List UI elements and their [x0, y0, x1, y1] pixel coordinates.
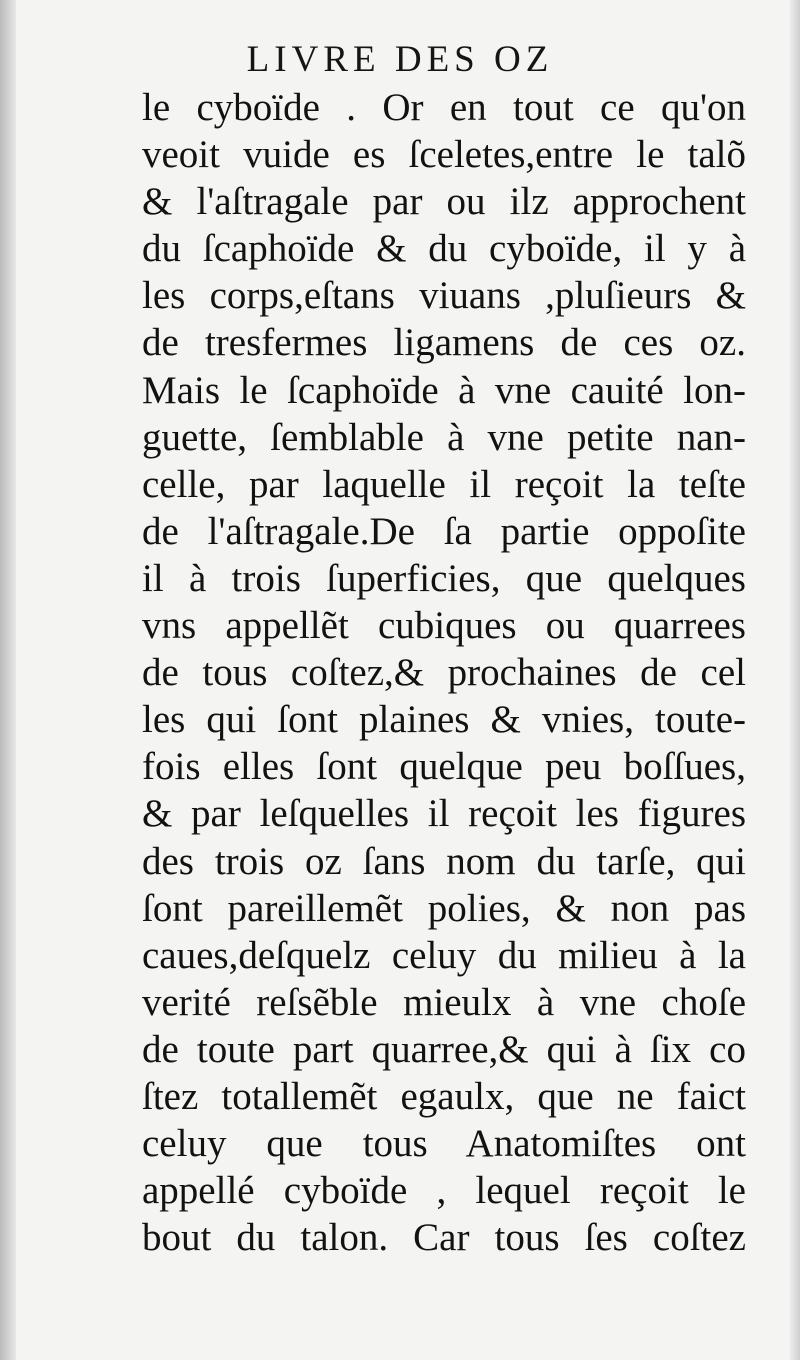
text-line: des trois oz ſans nom du tarſe, qui — [142, 839, 746, 883]
page-edge — [790, 0, 800, 1360]
text-line: de toute part quarree,& qui à ſix co — [142, 1027, 746, 1071]
text-line: appellé cyboïde , lequel reçoit le — [142, 1169, 746, 1213]
text-line: du ſcaphoïde & du cyboïde, il y à — [142, 227, 746, 271]
text-line: vns appellẽt cubiques ou quarrees — [142, 604, 746, 648]
text-line: le cyboïde . Or en tout ce qu'on — [142, 86, 746, 129]
text-line: & par leſquelles il reçoit les figures — [142, 792, 746, 836]
running-head: LIVRE DES OZ — [246, 39, 554, 80]
text-line: de l'aſtragale.De ſa partie oppoſite — [142, 509, 746, 553]
text-line: bout du talon. Car tous ſes coſtez — [142, 1216, 746, 1260]
text-line: veoit vuide es ſceletes,entre le talõ — [142, 133, 746, 177]
text-line: caues,deſquelz celuy du milieu à la — [142, 933, 746, 977]
text-line: ſtez totallemẽt egaulx, que ne faict — [142, 1074, 746, 1118]
body-text — [142, 84, 746, 1261]
text-line: fois elles ſont quelque peu boſſues, — [142, 745, 746, 789]
text-line: de tous coſtez,& prochaines de cel — [142, 651, 746, 695]
text-line: les qui ſont plaines & vnies, toute- — [142, 698, 746, 742]
text-line: les corps,eſtans viuans ,pluſieurs & — [142, 274, 746, 318]
text-line: celle, par laquelle il reçoit la teſte — [142, 462, 746, 506]
text-line: celuy que tous Anatomiſtes ont — [142, 1122, 746, 1166]
text-line: il à trois ſuperficies, que quelques — [142, 556, 746, 600]
text-line: ſont pareillemẽt polies, & non pas — [142, 886, 746, 930]
gutter-shadow — [0, 0, 16, 1360]
text-line: & l'aſtragale par ou ilz approchent — [142, 180, 746, 224]
text-line: guette, ſemblable à vne petite nan- — [142, 415, 746, 459]
text-line: verité reſsẽble mieulx à vne choſe — [142, 980, 746, 1024]
text-line: de tresfermes ligamens de ces oz. — [142, 321, 746, 365]
text-line: Mais le ſcaphoïde à vne cauité lon- — [142, 368, 746, 412]
